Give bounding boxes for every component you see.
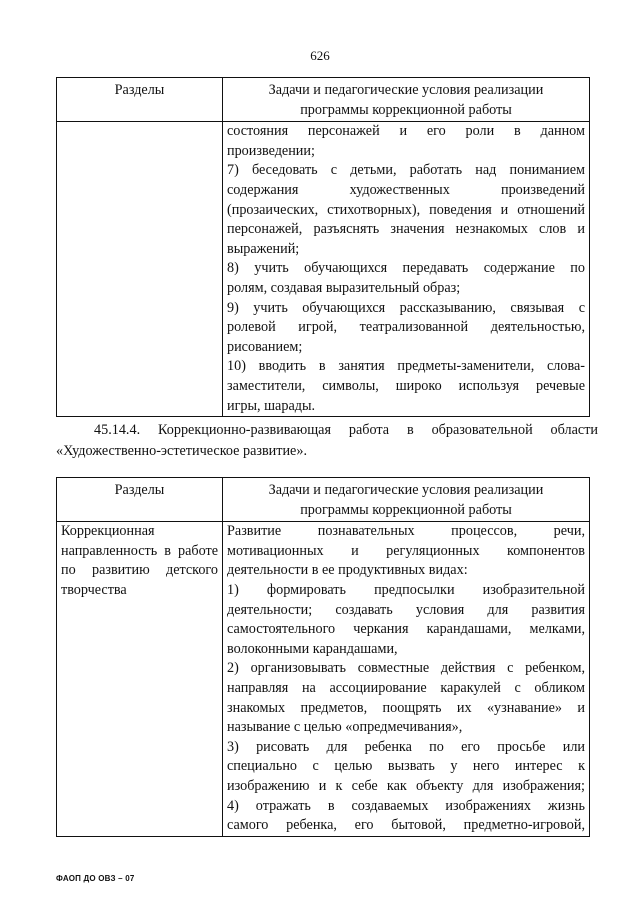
- text-line: деятельности; создавать условия для развития: [227, 601, 585, 618]
- text-line: 2) организовывать совместные действия с ребенком,: [227, 660, 585, 677]
- text-line: деятельности в ее продуктивных видах:: [227, 562, 468, 579]
- sections-cell-empty: [57, 122, 223, 417]
- text-line: самостоятельного черкания карандашами, мелками,: [227, 621, 585, 638]
- header-tasks: [223, 478, 590, 522]
- text-line: по развитию детского: [61, 562, 218, 579]
- text-line: знакомых предметов, поощрять их «узнавание» и: [227, 699, 585, 716]
- text-line: изображению и к себе как объекту для изображения;: [227, 777, 585, 794]
- section-paragraph: [56, 420, 598, 462]
- header-tasks: [223, 78, 590, 122]
- tasks-cell: [223, 122, 590, 417]
- header-tasks-line: программы коррекционной работы: [300, 501, 512, 518]
- sections-cell: [57, 522, 223, 837]
- header-sections-label: Разделы: [114, 82, 165, 98]
- text-line: направляя на ассоциирование каракулей с обликом: [227, 679, 585, 696]
- header-tasks-line: Задачи и педагогические условия реализации: [268, 482, 544, 498]
- section-heading-line: 45.14.4. Коррекционно-развивающая работа в образовательной области: [94, 422, 598, 438]
- text-line: выражений;: [227, 240, 300, 257]
- text-line: направленность в работе: [61, 542, 218, 559]
- correction-tasks-table-continued: [56, 77, 590, 417]
- text-line: заместители, символы, широко используя речевые: [227, 377, 585, 394]
- tasks-cell: [223, 522, 590, 837]
- table-row: [57, 122, 590, 417]
- text-line: игры, шарады.: [227, 397, 316, 414]
- header-sections: [57, 78, 223, 122]
- text-line: произведении;: [227, 142, 315, 159]
- table-row: [57, 522, 590, 837]
- text-line: рисованием;: [227, 338, 303, 355]
- text-line: состояния персонажей и его роли в данном: [227, 123, 585, 140]
- document-footer-code: ФАОП ДО ОВЗ – 07: [56, 874, 135, 883]
- table-header-row: [57, 78, 590, 122]
- text-line: 10) вводить в занятия предметы-заменители, слова-: [227, 358, 585, 375]
- table-header-row: [57, 478, 590, 522]
- text-line: ролевой игрой, театрализованной деятельностью,: [227, 319, 585, 336]
- header-sections-label: Разделы: [114, 482, 165, 498]
- section-heading-line: «Художественно-эстетическое развитие».: [56, 443, 307, 459]
- text-line: ролям, создавая выразительный образ;: [227, 279, 461, 296]
- text-line: 3) рисовать для ребенка по его просьбе или: [227, 738, 585, 755]
- text-line: 9) учить обучающихся рассказыванию, связывая с: [227, 299, 585, 316]
- text-line: (прозаических, стихотворных), поведения и отношений: [227, 201, 585, 218]
- text-line: персонажей, разъяснять значения незнакомых слов и: [227, 221, 585, 238]
- text-line: 4) отражать в создаваемых изображениях жизнь: [227, 797, 585, 814]
- text-line: мотивационных и регуляционных компонентов: [227, 542, 585, 559]
- text-line: 8) учить обучающихся передавать содержание по: [227, 260, 585, 277]
- text-line: Коррекционная: [61, 523, 155, 540]
- text-line: 1) формировать предпосылки изобразительной: [227, 581, 585, 598]
- header-sections: [57, 478, 223, 522]
- text-line: содержания художественных произведений: [227, 181, 585, 198]
- art-aesthetic-correction-table: [56, 477, 590, 837]
- text-line: самого ребенка, его бытовой, предметно-игровой,: [227, 817, 585, 834]
- header-tasks-line: Задачи и педагогические условия реализации: [268, 82, 544, 98]
- text-line: специально с целью вызвать у него интерес к: [227, 758, 585, 775]
- text-line: называние с целью «опредмечивания»,: [227, 719, 463, 736]
- page-number: 626: [310, 48, 330, 63]
- text-line: Развитие познавательных процессов, речи,: [227, 523, 585, 540]
- text-line: 7) беседовать с детьми, работать над пониманием: [227, 162, 585, 179]
- text-line: творчества: [61, 581, 127, 598]
- text-line: волоконными карандашами,: [227, 640, 398, 657]
- header-tasks-line: программы коррекционной работы: [300, 101, 512, 118]
